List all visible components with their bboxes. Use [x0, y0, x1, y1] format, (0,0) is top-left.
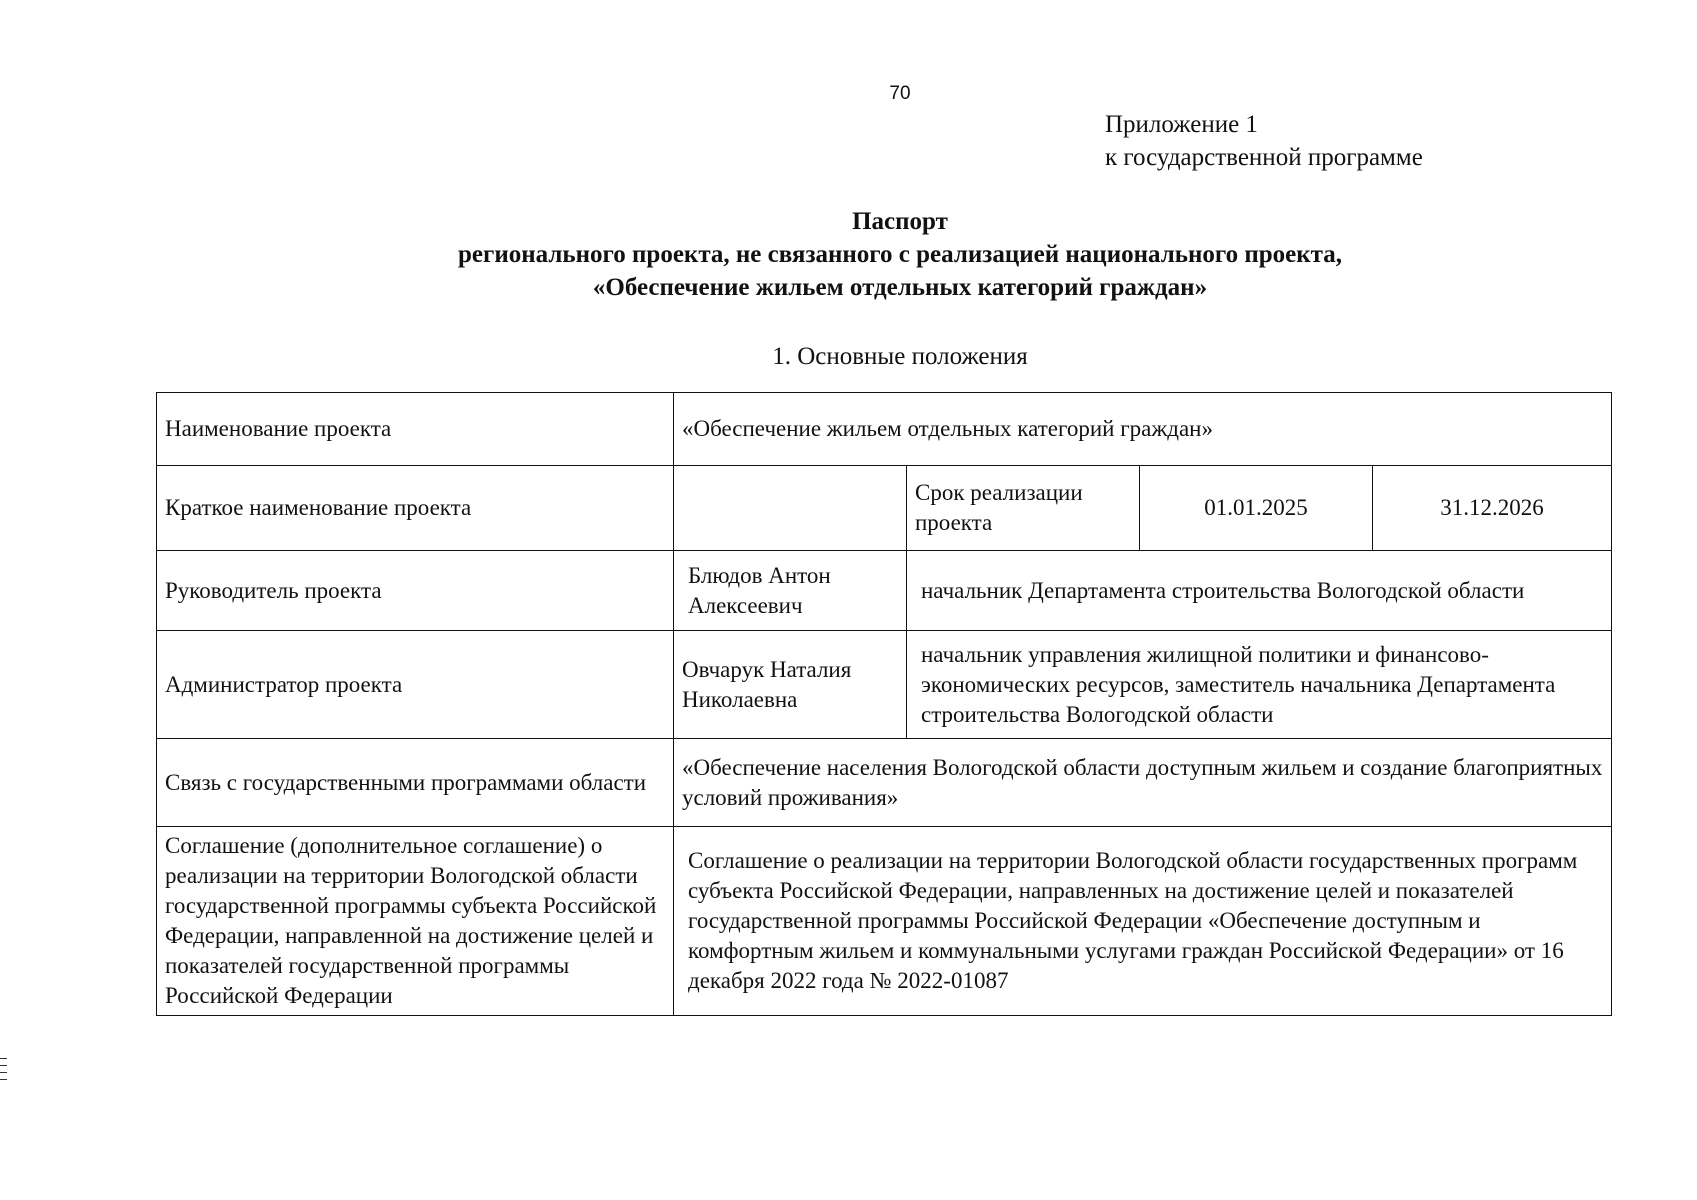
leader-position: начальник Департамента строительства Вологодской области: [907, 551, 1612, 631]
admin-position: начальник управления жилищной политики и финансово-экономических ресурсов, заместитель начальника Департамента строительства Вологодской области: [907, 631, 1612, 739]
leader-name: Блюдов Антон Алексеевич: [674, 551, 907, 631]
term-end-date: 31.12.2026: [1373, 466, 1612, 551]
appendix-line-1: Приложение 1: [1105, 111, 1258, 138]
table-row-programs: [157, 739, 1612, 827]
short-name-label: Краткое наименование проекта: [157, 466, 674, 551]
appendix-note: [1105, 108, 1423, 174]
scan-edge-marks: [0, 1058, 8, 1086]
short-name-value: [674, 466, 907, 551]
programs-value: «Обеспечение населения Вологодской области доступным жильем и создание благоприятных условий проживания»: [674, 739, 1612, 827]
agreement-label: Соглашение (дополнительное соглашение) о реализации на территории Вологодской области государственной программы субъекта Российской Федерации, направленной на достижение целей и показателей государственной программы Российской Федерации: [157, 827, 674, 1016]
term-label: Срок реализации проекта: [907, 466, 1140, 551]
project-name-value: «Обеспечение жильем отдельных категорий граждан»: [674, 393, 1612, 466]
table-row-short-name: [157, 466, 1612, 551]
title-line-2: регионального проекта, не связанного с реализацией национального проекта,: [458, 241, 1342, 268]
document-title: [0, 205, 1697, 304]
admin-name: Овчарук Наталия Николаевна: [674, 631, 907, 739]
programs-label: Связь с государственными программами области: [157, 739, 674, 827]
agreement-value: Соглашение о реализации на территории Вологодской области государственных программ субъекта Российской Федерации, направленных на достижение целей и показателей государственной программы Российской Федерации «Обеспечение доступным и комфортным жильем и коммунальными услугами граждан Российской Федерации» от 16 декабря 2022 года № 2022-01087: [674, 827, 1612, 1016]
admin-label: Администратор проекта: [157, 631, 674, 739]
appendix-line-2: к государственной программе: [1105, 144, 1423, 171]
title-line-3: «Обеспечение жильем отдельных категорий граждан»: [592, 274, 1208, 301]
table-row-leader: [157, 551, 1612, 631]
project-name-label: Наименование проекта: [157, 393, 674, 466]
table-row-administrator: [157, 631, 1612, 739]
section-heading: 1. Основные положения: [772, 343, 1028, 370]
page-number: 70: [889, 83, 911, 104]
term-start-date: 01.01.2025: [1140, 466, 1373, 551]
title-line-1: Паспорт: [852, 208, 948, 235]
leader-label: Руководитель проекта: [157, 551, 674, 631]
table-row-agreement: [157, 827, 1612, 1016]
passport-table: [156, 392, 1612, 1016]
table-row-project-name: [157, 393, 1612, 466]
